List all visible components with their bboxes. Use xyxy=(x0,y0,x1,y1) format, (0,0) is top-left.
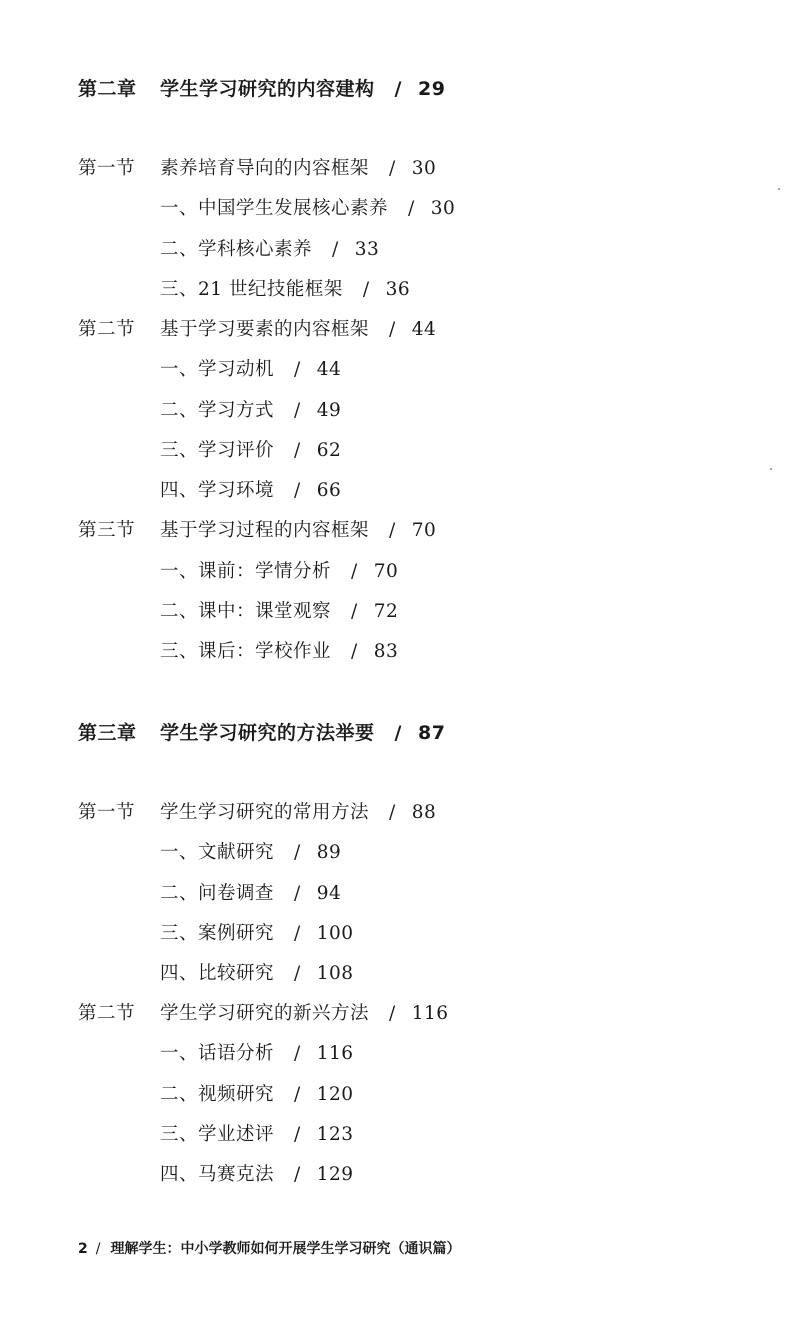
page-number: 29 xyxy=(417,78,446,100)
page-number: 70 xyxy=(373,561,399,582)
toc-item xyxy=(160,844,341,863)
page-number: 44 xyxy=(316,359,342,380)
chapter-number: 第二章 xyxy=(78,78,137,100)
section-title: 素养培育导向的内容框架 xyxy=(160,158,370,179)
item-title: 一、学习动机 xyxy=(160,359,275,380)
chapter-number: 第三章 xyxy=(78,722,137,744)
item-title: 二、问卷调查 xyxy=(160,883,275,904)
toc-item xyxy=(160,965,354,984)
toc-item xyxy=(160,361,341,380)
section-number: 第一节 xyxy=(78,802,136,823)
scan-speck xyxy=(770,468,772,470)
page-separator: / xyxy=(294,963,301,984)
page-separator: / xyxy=(389,520,396,541)
page-number: 116 xyxy=(411,1003,449,1024)
page-number: 30 xyxy=(430,198,456,219)
toc-item xyxy=(160,1086,354,1105)
page-separator: / xyxy=(351,641,358,662)
page-separator: / xyxy=(351,561,358,582)
page-number: 30 xyxy=(411,158,437,179)
page-separator: / xyxy=(294,883,301,904)
section-number: 第一节 xyxy=(78,158,136,179)
toc-item xyxy=(160,482,341,501)
page-separator: / xyxy=(294,1164,301,1185)
page-number: 87 xyxy=(417,722,446,744)
toc-item xyxy=(160,925,354,944)
page-number: 120 xyxy=(316,1084,354,1105)
toc-item xyxy=(160,1126,354,1145)
toc-section xyxy=(78,522,436,541)
toc-item xyxy=(160,885,341,904)
item-title: 一、话语分析 xyxy=(160,1043,275,1064)
page-separator: / xyxy=(294,1084,301,1105)
footer-book-title: 理解学生：中小学教师如何开展学生学习研究（通识篇） xyxy=(110,1241,461,1257)
page-number: 89 xyxy=(316,842,342,863)
item-title: 三、学习评价 xyxy=(160,440,275,461)
page-separator: / xyxy=(294,480,301,501)
page-separator: / xyxy=(389,319,396,340)
page-number: 66 xyxy=(316,480,342,501)
toc-chapter xyxy=(78,80,445,99)
toc-item xyxy=(160,402,341,421)
page-separator: / xyxy=(294,359,301,380)
toc-chapter xyxy=(78,724,445,743)
page-separator: / xyxy=(394,722,402,744)
page-separator: / xyxy=(389,158,396,179)
item-title: 三、课后：学校作业 xyxy=(160,641,332,662)
section-title: 基于学习要素的内容框架 xyxy=(160,319,370,340)
section-title: 学生学习研究的新兴方法 xyxy=(160,1003,370,1024)
toc-item xyxy=(160,643,398,662)
page-number: 129 xyxy=(316,1164,354,1185)
page-separator: / xyxy=(394,78,402,100)
page-separator: / xyxy=(389,802,396,823)
page-number: 123 xyxy=(316,1124,354,1145)
section-title: 学生学习研究的常用方法 xyxy=(160,802,370,823)
toc-item xyxy=(160,442,341,461)
toc-section xyxy=(78,321,436,340)
chapter-title: 学生学习研究的方法举要 xyxy=(160,722,375,744)
toc-item xyxy=(160,200,455,219)
chapter-title: 学生学习研究的内容建构 xyxy=(160,78,375,100)
item-title: 三、案例研究 xyxy=(160,923,275,944)
page-number: 72 xyxy=(373,601,399,622)
item-title: 四、学习环境 xyxy=(160,480,275,501)
page-separator: / xyxy=(294,1124,301,1145)
toc-item xyxy=(160,1045,354,1064)
page-number: 83 xyxy=(373,641,399,662)
footer-separator: / xyxy=(95,1241,101,1257)
page-number: 33 xyxy=(354,239,380,260)
toc-section xyxy=(78,1005,449,1024)
toc-item xyxy=(160,563,398,582)
item-title: 二、课中：课堂观察 xyxy=(160,601,332,622)
section-number: 第二节 xyxy=(78,1003,136,1024)
page-number: 100 xyxy=(316,923,354,944)
page-separator: / xyxy=(332,239,339,260)
toc-item xyxy=(160,603,398,622)
page-number: 70 xyxy=(411,520,437,541)
page-separator: / xyxy=(389,1003,396,1024)
item-title: 二、学科核心素养 xyxy=(160,239,313,260)
item-title: 三、学业述评 xyxy=(160,1124,275,1145)
page-separator: / xyxy=(294,1043,301,1064)
item-title: 二、视频研究 xyxy=(160,1084,275,1105)
page-number: 116 xyxy=(316,1043,354,1064)
toc-section xyxy=(78,804,436,823)
section-number: 第三节 xyxy=(78,520,136,541)
page-separator: / xyxy=(408,198,415,219)
item-title: 一、课前：学情分析 xyxy=(160,561,332,582)
toc-item xyxy=(160,1166,354,1185)
page-number: 49 xyxy=(316,400,342,421)
page-number: 108 xyxy=(316,963,354,984)
footer-page-number: 2 xyxy=(78,1241,88,1257)
toc-section xyxy=(78,160,436,179)
page-number: 36 xyxy=(385,279,411,300)
item-title: 一、文献研究 xyxy=(160,842,275,863)
item-title: 四、马赛克法 xyxy=(160,1164,275,1185)
page-separator: / xyxy=(294,923,301,944)
page-separator: / xyxy=(294,400,301,421)
scan-speck xyxy=(778,188,780,190)
page-separator: / xyxy=(294,842,301,863)
section-number: 第二节 xyxy=(78,319,136,340)
page-number: 62 xyxy=(316,440,342,461)
section-title: 基于学习过程的内容框架 xyxy=(160,520,370,541)
page-number: 94 xyxy=(316,883,342,904)
toc-item xyxy=(160,241,379,260)
item-title: 四、比较研究 xyxy=(160,963,275,984)
item-title: 三、21 世纪技能框架 xyxy=(160,279,343,300)
page-footer xyxy=(78,1238,460,1258)
item-title: 一、中国学生发展核心素养 xyxy=(160,198,389,219)
page-separator: / xyxy=(294,440,301,461)
page-number: 88 xyxy=(411,802,437,823)
item-title: 二、学习方式 xyxy=(160,400,275,421)
page-separator: / xyxy=(351,601,358,622)
page-separator: / xyxy=(362,279,370,300)
toc-item xyxy=(160,281,410,300)
page-number: 44 xyxy=(411,319,437,340)
